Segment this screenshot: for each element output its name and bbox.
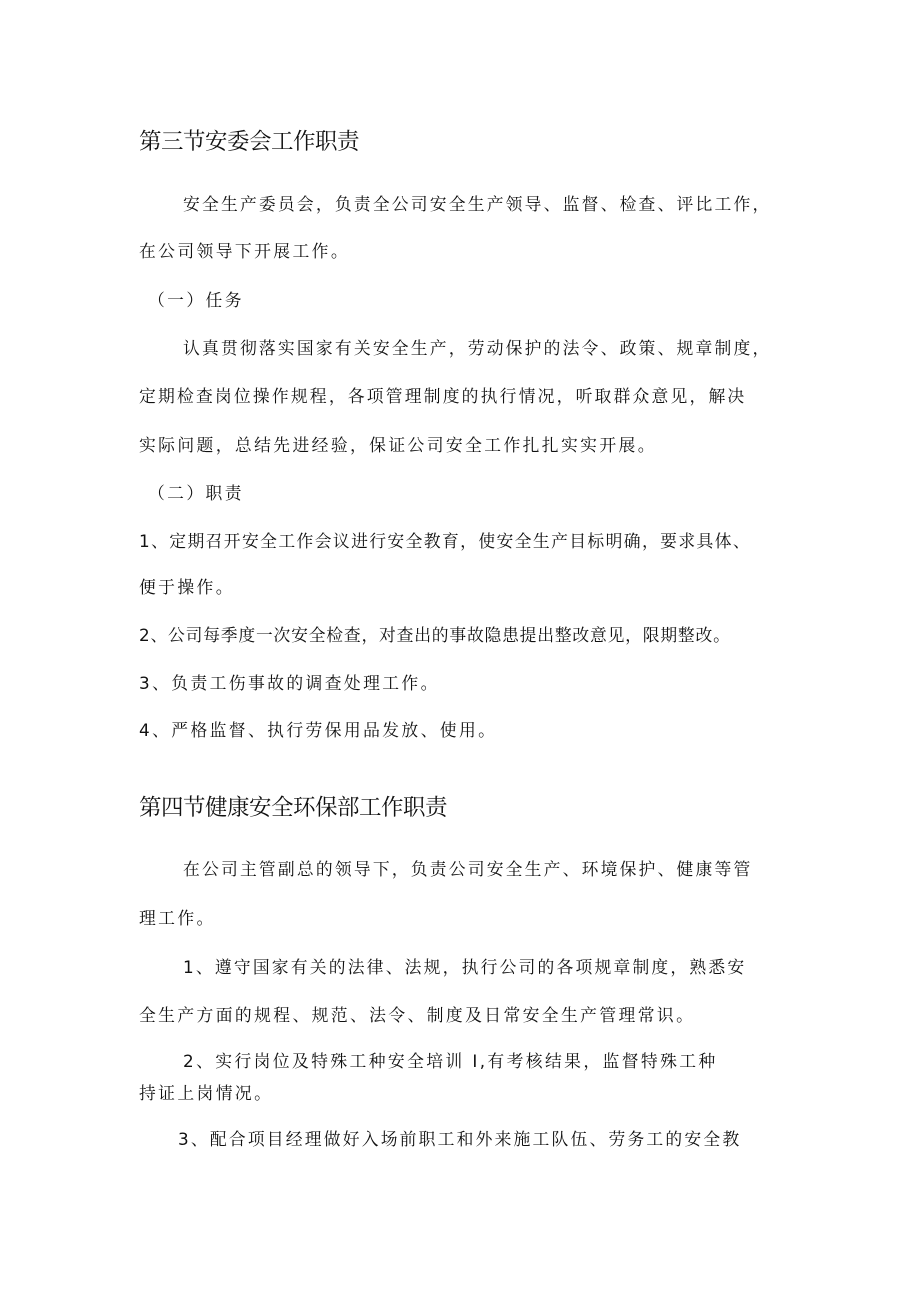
section-4-title: 第四节健康安全环保部工作职责 (139, 795, 448, 821)
duty-heading: （二）职责 (148, 483, 244, 503)
section-3-intro-line-2: 在公司领导下开展工作。 (139, 241, 350, 261)
duty-item-4: 4、严格监督、执行劳保用品发放、使用。 (139, 720, 498, 740)
duty-item-1-line-1: 1、定期召开安全工作会议进行安全教育，使安全生产目标明确，要求具体、 (139, 531, 752, 551)
task-text-line-2: 定期检查岗位操作规程，各项管理制度的执行情况，听取群众意见，解决 (139, 386, 747, 406)
section-4-intro-line-2: 理工作。 (139, 908, 216, 928)
section-3-title: 第三节安委会工作职责 (139, 129, 360, 155)
section-4-item-3-line-1: 3、配合项目经理做好入场前职工和外来施工队伍、劳务工的安全教 (178, 1129, 742, 1149)
section-4-item-2-line-1: 2、实行岗位及特殊工种安全培训 I,有考核结果，监督特殊工种 (183, 1051, 718, 1071)
section-4-item-1-line-2: 全生产方面的规程、规范、法令、制度及日常安全生产管理常识。 (139, 1005, 696, 1025)
section-3-intro-line-1: 安全生产委员会，负责全公司安全生产领导、监督、检查、评比工作， (183, 194, 772, 214)
duty-item-2: 2、公司每季度一次安全检查，对查出的事故隐患提出整改意见，限期整改。 (139, 625, 731, 645)
section-4-item-1-line-1: 1、遵守国家有关的法律、法规，执行公司的各项规章制度，熟悉安 (183, 957, 747, 977)
duty-item-1-line-2: 便于操作。 (139, 577, 235, 597)
task-heading: （一）任务 (148, 290, 244, 310)
duty-item-3: 3、负责工伤事故的调查处理工作。 (139, 673, 440, 693)
task-text-line-1: 认真贯彻落实国家有关安全生产，劳动保护的法令、政策、规章制度， (183, 338, 772, 358)
section-4-item-2-line-2: 持证上岗情况。 (139, 1083, 274, 1103)
task-text-line-3: 实际问题，总结先进经验，保证公司安全工作扎扎实实开展。 (139, 435, 657, 455)
section-4-intro-line-1: 在公司主管副总的领导下，负责公司安全生产、环境保护、健康等管 (183, 859, 753, 879)
